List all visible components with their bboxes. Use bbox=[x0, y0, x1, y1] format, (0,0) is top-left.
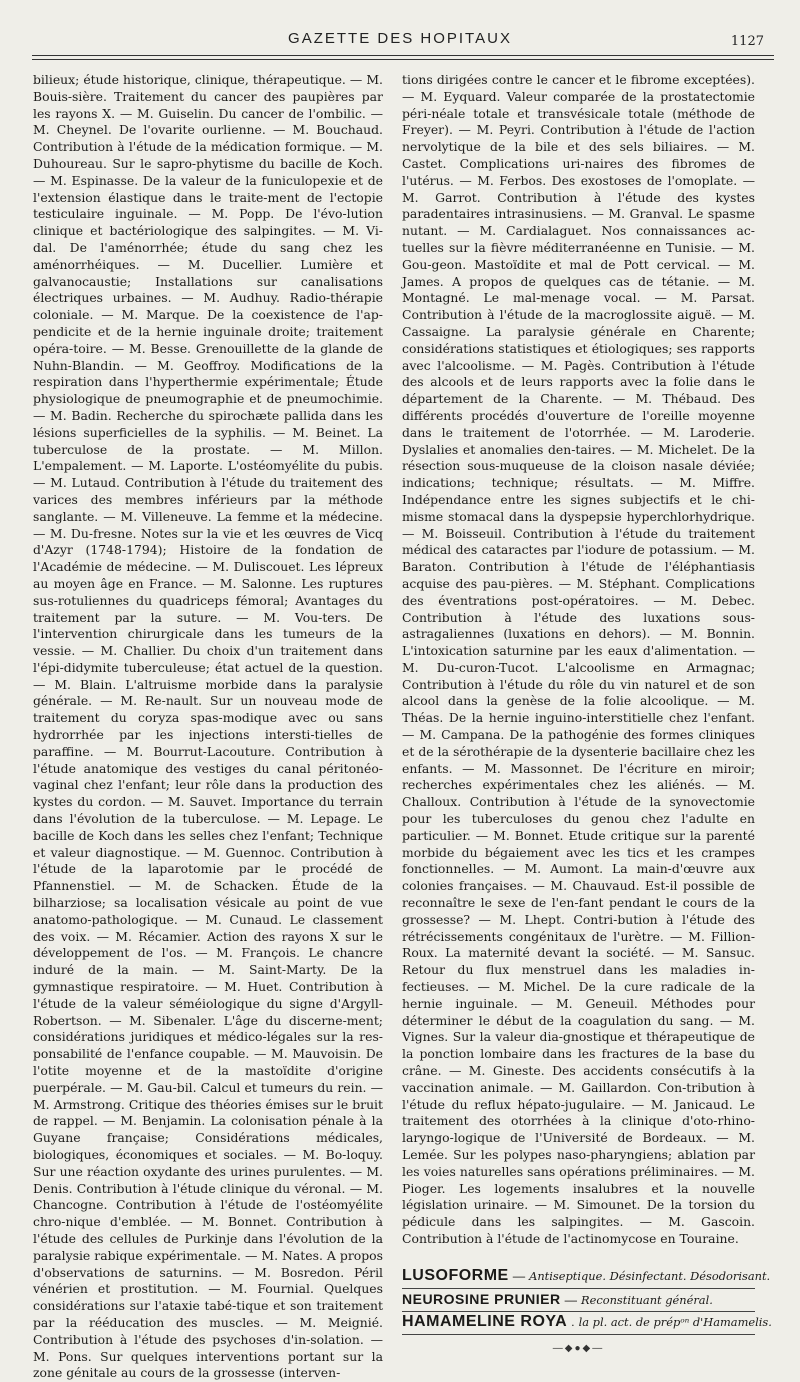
ad-name: LUSOFORME bbox=[402, 1266, 509, 1284]
header-rule-thin bbox=[32, 59, 774, 60]
ad-separator: . bbox=[571, 1315, 575, 1330]
ad-hamameline bbox=[402, 1312, 772, 1335]
left-column-text: bilieux; étude historique, clinique, thérapeutique. — M. Bouis-sière. Traitement du cancer des paupières par les rayons X. — M. Guiselin. Du cancer de l'ombilic. — M. Cheynel. De l'ovarite ourlienne. — M. Bouchaud. Contribution à l'étude de la médication formique. — M. Duhoureau. Sur le sapro-phytisme du bacille de Koch. — M. Espinasse. De la valeur de la funiculopexie et de l'extension élastique dans le traite-ment de l'ectopie testiculaire inguinale. — M. Popp. De l'évo-lution clinique et bactériologique des salpingites. — M. Vi-dal. De l'aménorrhée; étude du sang chez les aménorrhéiques. — M. Ducellier. Lumière et galvanocaustie; Installations sur canalisations électriques urbaines. — M. Audhuy. Radio-thérapie coloniale. — M. Marque. De la coexistence de l'ap-pendicite et de la hernie inguinale droite; traitement opéra-toire. — M. Besse. Grenouillette de la glande de Nuhn-Blandin. — M. Geoffroy. Modifications de la respiration dans l'hyperthermie expérimentale; Étude physiologique de pneumographie et de pneumochimie. — M. Badin. Recherche du spirochæte pallida dans les lésions superficielles de la syphilis. — M. Beinet. La tuberculose de la prostate. — M. Millon. L'empalement. — M. Laporte. L'ostéomyélite du pubis. — M. Lutaud. Contribution à l'étude du traitement des varices des membres inférieurs par la méthode sanglante. — M. Villeneuve. La femme et la médecine. — M. Du-fresne. Notes sur la vie et les œuvres de Vicq d'Azyr (1748-1794); Histoire de la fondation de l'Académie de médecine. — M. Duliscouet. Les lépreux au moyen âge en France. — M. Salonne. Les ruptures sus-rotuliennes du quadriceps fémoral; Avantages du traitement par la suture. — M. Vou-ters. De l'intervention chirurgicale dans les tumeurs de la vessie. — M. Challier. Du choix d'un traitement dans l'épi-didymite tuberculeuse; état actuel de la question. — M. Blain. L'altruisme morbide dans la paralysie générale. — M. Re-nault. Sur un nouveau mode de traitement du coryza spas-modique avec ou sans hydrorrhée par les injections intersti-tielles de paraffine. — M. Bourrut-Lacouture. Contribution à l'étude anatomique des vestiges du canal péritonéo-vaginal chez l'enfant; leur rôle dans la production des kystes du cordon. — M. Sauvet. Importance du terrain dans l'évolution de la tuberculose. — M. Lepage. Le bacille de Koch dans les selles chez l'enfant; Technique et valeur diagnostique. — M. Guennoc. Contribution à l'étude de la laparotomie par le procédé de Pfannenstiel. — M. de Schacken. Étude de la bilharziose; sa localisation vésicale au point de vue anatomo-pathologique. — M. Cunaud. Le classement des voix. — M. Récamier. Action des rayons X sur le développement de l'os. — M. François. Le chancre induré de la main. — M. Saint-Marty. De la gymnastique respiratoire. — M. Huet. Contribution à l'étude de la valeur séméiologique du signe d'Argyll-Robertson. — M. Sibenaler. L'âge du discerne-ment; considérations juridiques et médico-légales sur la res-ponsabilité de l'enfance coupable. — M. Mauvoisin. De l'otite moyenne et de la mastoïdite d'origine puerpérale. — M. Gau-bil. Calcul et tumeurs du rein. — M. Armstrong. Critique des théories émises sur le bruit de rappel. — M. Benjamin. La colonisation pénale à la Guyane française; Considérations médicales, biologiques, économiques et sociales. — M. Bo-loquy. Sur une réaction oxydante des urines purulentes. — M. Denis. Contribution à l'étude clinique du véronal. — M. Chancogne. Contribution à l'étude de l'ostéomyélite chro-nique d'emblée. — M. Bonnet. Contribution à l'étude des cellules de Purkinje dans l'évolution de la paralysie rabique expérimentale. — M. Nates. A propos d'observations de saturnins. — M. Bosredon. Péril vénérien et prostitution. — M. Fournial. Quelques considérations sur l'ataxie tabé-tique et son traitement par la rééducation des muscles. — M. Meignié. Contribution à l'étude des psychoses d'in-solation. — M. Pons. Sur quelques interventions portant sur la zone génitale au cours de la grossesse (interven- bbox=[33, 72, 383, 1381]
ad-description: Reconstituant général. bbox=[581, 1292, 713, 1307]
fleuron-ornament: —◆●◆— bbox=[552, 1343, 605, 1355]
ad-description: Antiseptique. Désinfectant. Désodorisant. bbox=[529, 1268, 771, 1283]
running-title: GAZETTE DES HOPITAUX bbox=[288, 30, 512, 47]
right-column-text: tions dirigées contre le cancer et le fibrome exceptées). — M. Eyquard. Valeur comparée de la prostatectomie péri-néale totale et transvésicale totale (méthode de Freyer). — M. Peyri. Contribution à l'étude de l'action nervolytique de la bile et des sels biliaires. — M. Castet. Complications uri-naires des fibromes de l'utérus. — M. Ferbos. Des exostoses de l'omoplate. — M. Garrot. Contribution à l'étude des kystes paradentaires intrasinusiens. — M. Granval. Le spasme nutant. — M. Cardialaguet. Nos connaissances ac-tuelles sur la fièvre méditerranéenne en Tunisie. — M. Gou-geon. Mastoïdite et mal de Pott cervical. — M. James. A propos de quelques cas de tétanie. — M. Montagné. Le mal-menage vocal. — M. Parsat. Contribution à l'étude de la macroglossite aiguë. — M. Cassaigne. La paralysie générale en Charente; considérations statistiques et étiologiques; ses rapports avec l'alcoolisme. — M. Pagès. Contribution à l'étude des alcools et de leurs rapports avec la folie dans le département de la Charente. — M. Thébaud. Des différents procédés d'ouverture de l'oreille moyenne dans le traitement de l'otorrhée. — M. Laroderie. Dyslalies et anomalies den-taires. — M. Michelet. De la résection sous-muqueuse de la cloison nasale déviée; indications; technique; résultats. — M. Miffre. Indépendance entre les signes subjectifs et le chi-misme stomacal dans la dyspepsie hyperchlorhydrique. — M. Boisseuil. Contribution à l'étude du traitement médical des cataractes par l'iodure de potassium. — M. Baraton. Contribution à l'étude de l'éléphantiasis acquise des pau-pières. — M. Stéphant. Complications des éventrations post-opératoires. — M. Debec. Contribution à l'étude des luxations sous-astragaliennes (luxations en dehors). — M. Bonnin. L'intoxication saturnine par les eaux d'alimentation. — M. Du-curon-Tucot. L'alcoolisme en Armagnac; Contribution à l'étude du rôle du vin naturel et de son alcool dans la genèse de la folie alcoolique. — M. Théas. De la hernie inguino-interstitielle chez l'enfant. — M. Campana. De la pathogénie des formes cliniques et de la sérothérapie de la dysenterie bacillaire chez les enfants. — M. Massonnet. De l'écriture en miroir; recherches expérimentales chez les aliénés. — M. Challoux. Contribution à l'étude de la synovectomie pour les tuberculoses du genou chez l'adulte en particulier. — M. Bonnet. Etude critique sur la parenté morbide du bégaiement avec les tics et les crampes fonctionnelles. — M. Aumont. La main-d'œuvre aux colonies françaises. — M. Chauvaud. Est-il possible de reconnaître le sexe de l'en-fant pendant le cours de la grossesse? — M. Lhept. Contri-bution à l'étude des rétrécissements congénitaux de l'urètre. — M. Fillion-Roux. La maternité devant la société. — M. Sansuc. Retour du flux menstruel dans les maladies in-fectieuses. — M. Michel. De la cure radicale de la hernie inguinale. — M. Geneuil. Méthodes pour déterminer le début de la coagulation du sang. — M. Vignes. Sur la valeur dia-gnostique et thérapeutique de la ponction lombaire dans les fractures de la base du crâne. — M. Gineste. Des accidents consécutifs à la vaccination animale. — M. Gaillardon. Con-tribution à l'étude du reflux hépato-jugulaire. — M. Janicaud. Le traitement des otorrhées à la clinique d'oto-rhino-laryngo-logique de l'Université de Bordeaux. — M. Lemée. Sur les polypes naso-pharyngiens; ablation par les voies naturelles sans opérations préliminaires. — M. Pioger. Les logements insalubres et la nouvelle législation urinaire. — M. Simounet. De la torsion du pédicule dans les salpingites. — M. Gascoin. Contribution à l'étude de l'actinomycose en Touraine. bbox=[402, 72, 755, 1246]
ad-neurosine bbox=[402, 1289, 755, 1313]
ad-lusoforme bbox=[402, 1266, 771, 1289]
left-column bbox=[33, 72, 383, 1381]
right-column bbox=[402, 72, 772, 1355]
page-number: 1127 bbox=[730, 34, 764, 49]
ad-name: HAMAMELINE ROYA bbox=[402, 1313, 568, 1331]
running-header bbox=[0, 0, 800, 64]
header-rule bbox=[32, 55, 774, 56]
ad-description: la pl. act. de prépᵒⁿ d'Hamamelis. bbox=[578, 1315, 772, 1330]
ad-separator: — bbox=[564, 1292, 578, 1307]
advertisements bbox=[402, 1266, 772, 1358]
ad-separator: — bbox=[512, 1268, 526, 1283]
ad-name: NEUROSINE PRUNIER bbox=[402, 1290, 561, 1307]
